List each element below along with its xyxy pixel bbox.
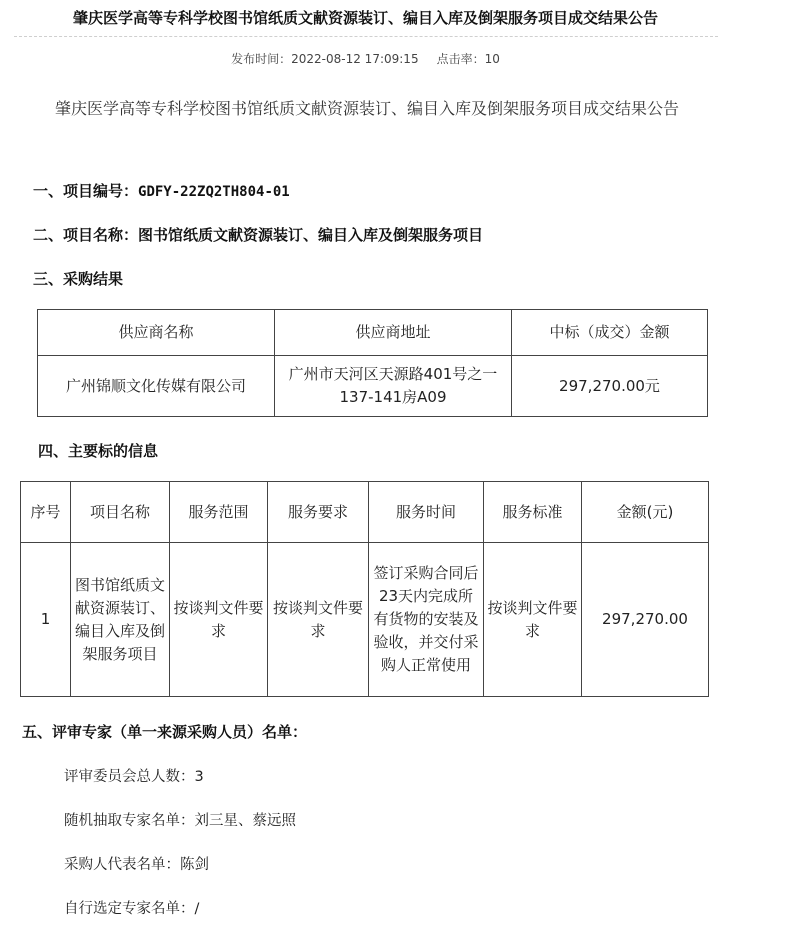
supplier-name: 广州锦顺文化传媒有限公司: [38, 356, 275, 417]
award-amount: 297,270.00元: [512, 356, 708, 417]
publish-label: 发布时间：: [231, 52, 292, 66]
publish-time: 2022-08-12 17:09:15: [291, 52, 419, 66]
header-service-scope: 服务范围: [170, 482, 268, 543]
project-name: 图书馆纸质文献资源装订、编目入库及倒架服务项目: [138, 226, 484, 244]
items-table: [20, 481, 709, 697]
supplier-address: 广州市天河区天源路401号之一137-141房A09: [275, 356, 512, 417]
header-supplier-address: 供应商地址: [275, 310, 512, 356]
item-standard: 按谈判文件要求: [484, 543, 582, 697]
page-title: 肇庆医学高等专科学校图书馆纸质文献资源装订、编目入库及倒架服务项目成交结果公告: [72, 9, 658, 27]
item-time: 签订采购合同后23天内完成所有货物的安装及验收，并交付采购人正常使用: [369, 543, 484, 697]
document-title: 肇庆医学高等专科学校图书馆纸质文献资源装订、编目入库及倒架服务项目成交结果公告: [54, 99, 679, 118]
title-divider: [14, 36, 718, 37]
meta-info: [0, 50, 731, 67]
header-item-name: 项目名称: [71, 482, 170, 543]
experts-total: 评审委员会总人数：3: [64, 769, 204, 785]
section-main-items: 四、主要标的信息: [38, 442, 159, 460]
experts-purchaser-rep: 采购人代表名单：陈剑: [64, 857, 209, 873]
table-header-row: [21, 482, 709, 543]
section-procurement-result: 三、采购结果: [33, 270, 124, 288]
clicks-label: 点击率：: [436, 52, 485, 66]
section-2-label: 二、项目名称：: [33, 226, 139, 244]
item-scope: 按谈判文件要求: [170, 543, 268, 697]
section-project-number: [33, 180, 290, 201]
header-service-time: 服务时间: [369, 482, 484, 543]
header-supplier-name: 供应商名称: [38, 310, 275, 356]
table-header-row: [38, 310, 708, 356]
item-requirement: 按谈判文件要求: [268, 543, 369, 697]
table-row: [38, 356, 708, 417]
header-amount: 金额(元): [582, 482, 709, 543]
section-experts: 五、评审专家（单一来源采购人员）名单：: [22, 723, 308, 741]
item-name: 图书馆纸质文献资源装订、编目入库及倒架服务项目: [71, 543, 170, 697]
header-index: 序号: [21, 482, 71, 543]
table-row: [21, 543, 709, 697]
clicks-count: 10: [484, 52, 500, 66]
result-table: [37, 309, 708, 417]
header-service-requirement: 服务要求: [268, 482, 369, 543]
section-1-label: 一、项目编号：: [33, 182, 139, 200]
header-award-amount: 中标（成交）金额: [512, 310, 708, 356]
project-number: GDFY-22ZQ2TH804-01: [138, 184, 290, 200]
experts-random: 随机抽取专家名单：刘三星、蔡远照: [64, 813, 296, 829]
header-service-standard: 服务标准: [484, 482, 582, 543]
section-project-name: [33, 224, 483, 245]
experts-self-selected: 自行选定专家名单：/: [64, 901, 200, 917]
item-index: 1: [21, 543, 71, 697]
item-amount: 297,270.00: [582, 543, 709, 697]
